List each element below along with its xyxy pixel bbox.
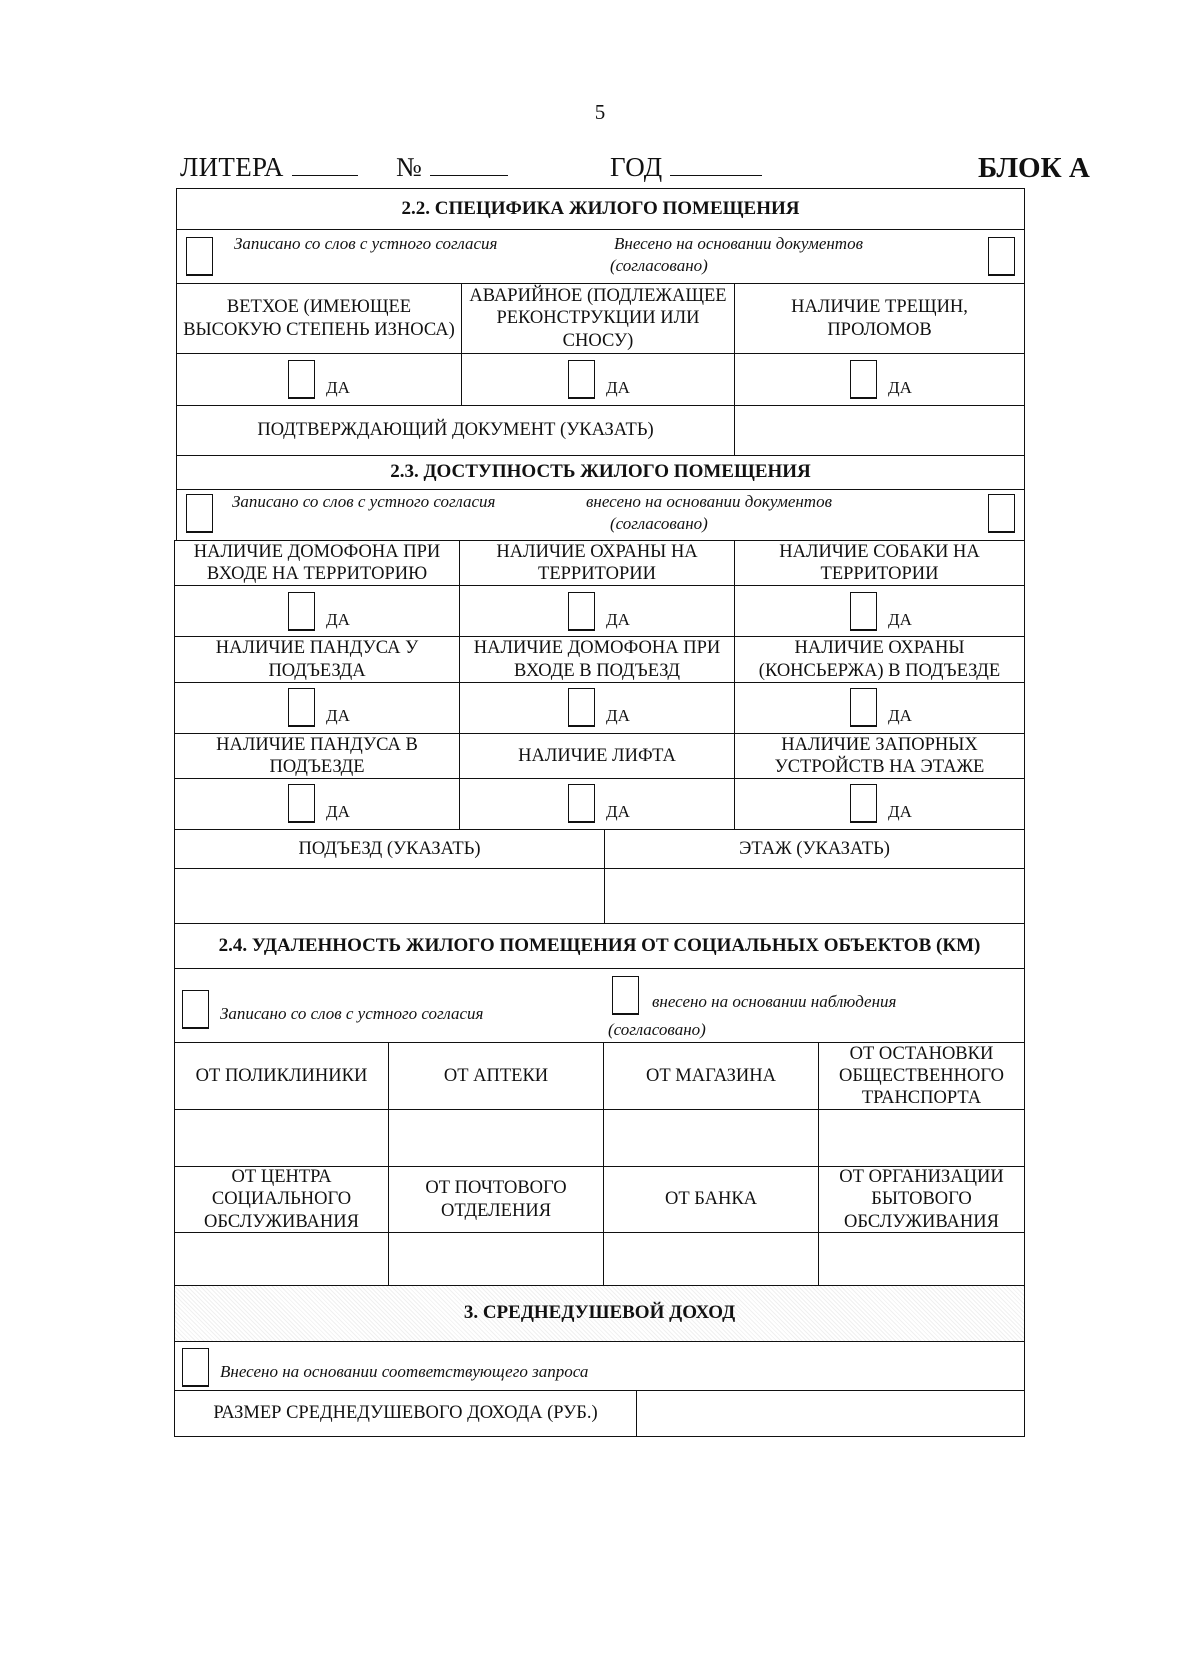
yes-cell <box>734 778 1025 830</box>
yes-label: ДА <box>606 378 630 397</box>
yes-label: ДА <box>888 610 912 629</box>
yes-cell <box>734 682 1025 734</box>
yes-cell <box>459 778 735 830</box>
yes-label: ДА <box>888 378 912 397</box>
col-dilapidated: ВЕТХОЕ (ИМЕЮЩЕЕ ВЫСОКУЮ СТЕПЕНЬ ИЗНОСА) <box>176 283 462 354</box>
floor-input[interactable] <box>604 868 1025 924</box>
input-pharmacy[interactable] <box>388 1109 604 1167</box>
verbal-note-2-3: Записано со слов с устного согласия <box>232 492 496 511</box>
yes-cell-dilapidated <box>176 353 462 406</box>
label-locks-floor: НАЛИЧИЕ ЗАПОРНЫХ УСТРОЙСТВ НА ЭТАЖЕ <box>734 733 1025 779</box>
request-checkbox[interactable] <box>182 1348 209 1387</box>
litera-field <box>180 152 358 183</box>
yes-cell <box>459 682 735 734</box>
entrance-label: ПОДЪЕЗД (УКАЗАТЬ) <box>174 829 605 869</box>
yes-label: ДА <box>326 378 350 397</box>
obs-checkbox-2-4[interactable] <box>612 976 639 1015</box>
label-guard-territory: НАЛИЧИЕ ОХРАНЫ НА ТЕРРИТОРИИ <box>459 540 735 586</box>
label-polyclinic: ОТ ПОЛИКЛИНИКИ <box>174 1042 389 1110</box>
section-2-3-title: 2.3. ДОСТУПНОСТЬ ЖИЛОГО ПОМЕЩЕНИЯ <box>176 455 1025 490</box>
section-3-title: 3. СРЕДНЕДУШЕВОЙ ДОХОД <box>174 1285 1025 1342</box>
entrance-input[interactable] <box>174 868 605 924</box>
obs-note-2-4: внесено на основании наблюдения <box>652 992 897 1011</box>
checkbox-intercom-territory[interactable] <box>288 592 315 631</box>
yes-label: ДА <box>606 610 630 629</box>
label-concierge: НАЛИЧИЕ ОХРАНЫ (КОНСЬЕРЖА) В ПОДЪЕЗДЕ <box>734 636 1025 683</box>
litera-input-line[interactable] <box>292 155 358 176</box>
label-ramp-entrance: НАЛИЧИЕ ПАНДУСА У ПОДЪЕЗДА <box>174 636 460 683</box>
verbal-note-2-4: Записано со слов с устного согласия <box>220 1004 484 1023</box>
label-elevator: НАЛИЧИЕ ЛИФТА <box>459 733 735 779</box>
checkbox-guard-territory[interactable] <box>568 592 595 631</box>
yes-label: ДА <box>326 802 350 821</box>
agreed-note-2-3: (согласовано) <box>610 514 708 533</box>
yes-cell <box>174 682 460 734</box>
income-label: РАЗМЕР СРЕДНЕДУШЕВОГО ДОХОДА (РУБ.) <box>174 1390 637 1437</box>
checkbox-locks-floor[interactable] <box>850 784 877 823</box>
checkbox-ramp-entrance[interactable] <box>288 688 315 727</box>
col-cracks: НАЛИЧИЕ ТРЕЩИН, ПРОЛОМОВ <box>734 283 1025 354</box>
label-social-center: ОТ ЦЕНТРА СОЦИАЛЬНОГО ОБСЛУЖИВАНИЯ <box>174 1166 389 1233</box>
agreed-note-2-4: (согласовано) <box>608 1020 706 1039</box>
number-input-line[interactable] <box>430 155 508 176</box>
yes-cell <box>734 585 1025 637</box>
checkbox-emergency[interactable] <box>568 360 595 399</box>
label-intercom-territory: НАЛИЧИЕ ДОМОФОНА ПРИ ВХОДЕ НА ТЕРРИТОРИЮ <box>174 540 460 586</box>
section-2-4-title: 2.4. УДАЛЕННОСТЬ ЖИЛОГО ПОМЕЩЕНИЯ ОТ СОЦИАЛЬНЫХ ОБЪЕКТОВ (КМ) <box>174 923 1025 969</box>
input-polyclinic[interactable] <box>174 1109 389 1167</box>
checkbox-dilapidated[interactable] <box>288 360 315 399</box>
verbal-checkbox-2-3[interactable] <box>186 494 213 533</box>
yes-label: ДА <box>606 706 630 725</box>
col-emergency: АВАРИЙНОЕ (ПОДЛЕЖАЩЕЕ РЕКОНСТРУКЦИИ ИЛИ СНОСУ) <box>461 283 735 354</box>
yes-cell <box>459 585 735 637</box>
input-shop[interactable] <box>603 1109 819 1167</box>
docs-checkbox-2-2[interactable] <box>988 237 1015 276</box>
yes-label: ДА <box>326 706 350 725</box>
input-transport-stop[interactable] <box>818 1109 1025 1167</box>
input-social-center[interactable] <box>174 1232 389 1286</box>
label-consumer-services: ОТ ОРГАНИЗАЦИИ БЫТОВОГО ОБСЛУЖИВАНИЯ <box>818 1166 1025 1233</box>
checkbox-intercom-entrance[interactable] <box>568 688 595 727</box>
input-bank[interactable] <box>603 1232 819 1286</box>
number-label: № <box>396 152 423 182</box>
yes-label: ДА <box>326 610 350 629</box>
block-label: БЛОК А <box>978 152 1090 184</box>
yes-cell-cracks <box>734 353 1025 406</box>
yes-cell <box>174 778 460 830</box>
label-bank: ОТ БАНКА <box>603 1166 819 1233</box>
label-intercom-entrance: НАЛИЧИЕ ДОМОФОНА ПРИ ВХОДЕ В ПОДЪЕЗД <box>459 636 735 683</box>
docs-note-2-2: Внесено на основании документов <box>614 234 863 253</box>
label-shop: ОТ МАГАЗИНА <box>603 1042 819 1110</box>
label-ramp-inside: НАЛИЧИЕ ПАНДУСА В ПОДЪЕЗДЕ <box>174 733 460 779</box>
input-consumer-services[interactable] <box>818 1232 1025 1286</box>
year-field <box>610 152 762 183</box>
yes-cell-emergency <box>461 353 735 406</box>
label-pharmacy: ОТ АПТЕКИ <box>388 1042 604 1110</box>
checkbox-ramp-inside[interactable] <box>288 784 315 823</box>
checkbox-concierge[interactable] <box>850 688 877 727</box>
label-transport-stop: ОТ ОСТАНОВКИ ОБЩЕСТВЕННОГО ТРАНСПОРТА <box>818 1042 1025 1110</box>
checkbox-cracks[interactable] <box>850 360 877 399</box>
litera-label: ЛИТЕРА <box>180 152 284 182</box>
number-field <box>396 152 508 183</box>
income-input[interactable] <box>636 1390 1025 1437</box>
agreed-note-2-2: (согласовано) <box>610 256 708 275</box>
verbal-checkbox-2-2[interactable] <box>186 237 213 276</box>
yes-label: ДА <box>606 802 630 821</box>
label-dog-territory: НАЛИЧИЕ СОБАКИ НА ТЕРРИТОРИИ <box>734 540 1025 586</box>
year-label: ГОД <box>610 152 663 182</box>
label-post-office: ОТ ПОЧТОВОГО ОТДЕЛЕНИЯ <box>388 1166 604 1233</box>
verbal-checkbox-2-4[interactable] <box>182 990 209 1029</box>
page-number: 5 <box>594 100 606 124</box>
section-2-2-title: 2.2. СПЕЦИФИКА ЖИЛОГО ПОМЕЩЕНИЯ <box>176 188 1025 230</box>
yes-label: ДА <box>888 802 912 821</box>
input-post-office[interactable] <box>388 1232 604 1286</box>
yes-label: ДА <box>888 706 912 725</box>
checkbox-elevator[interactable] <box>568 784 595 823</box>
docs-checkbox-2-3[interactable] <box>988 494 1015 533</box>
yes-cell <box>174 585 460 637</box>
confirm-doc-label: ПОДТВЕРЖДАЮЩИЙ ДОКУМЕНТ (УКАЗАТЬ) <box>176 405 735 456</box>
verbal-note-2-2: Записано со слов с устного согласия <box>234 234 498 253</box>
request-note: Внесено на основании соответствующего запроса <box>220 1362 589 1381</box>
floor-label: ЭТАЖ (УКАЗАТЬ) <box>604 829 1025 869</box>
checkbox-dog-territory[interactable] <box>850 592 877 631</box>
docs-note-2-3: внесено на основании документов <box>586 492 832 511</box>
year-input-line[interactable] <box>670 155 762 176</box>
confirm-doc-input[interactable] <box>734 405 1025 456</box>
